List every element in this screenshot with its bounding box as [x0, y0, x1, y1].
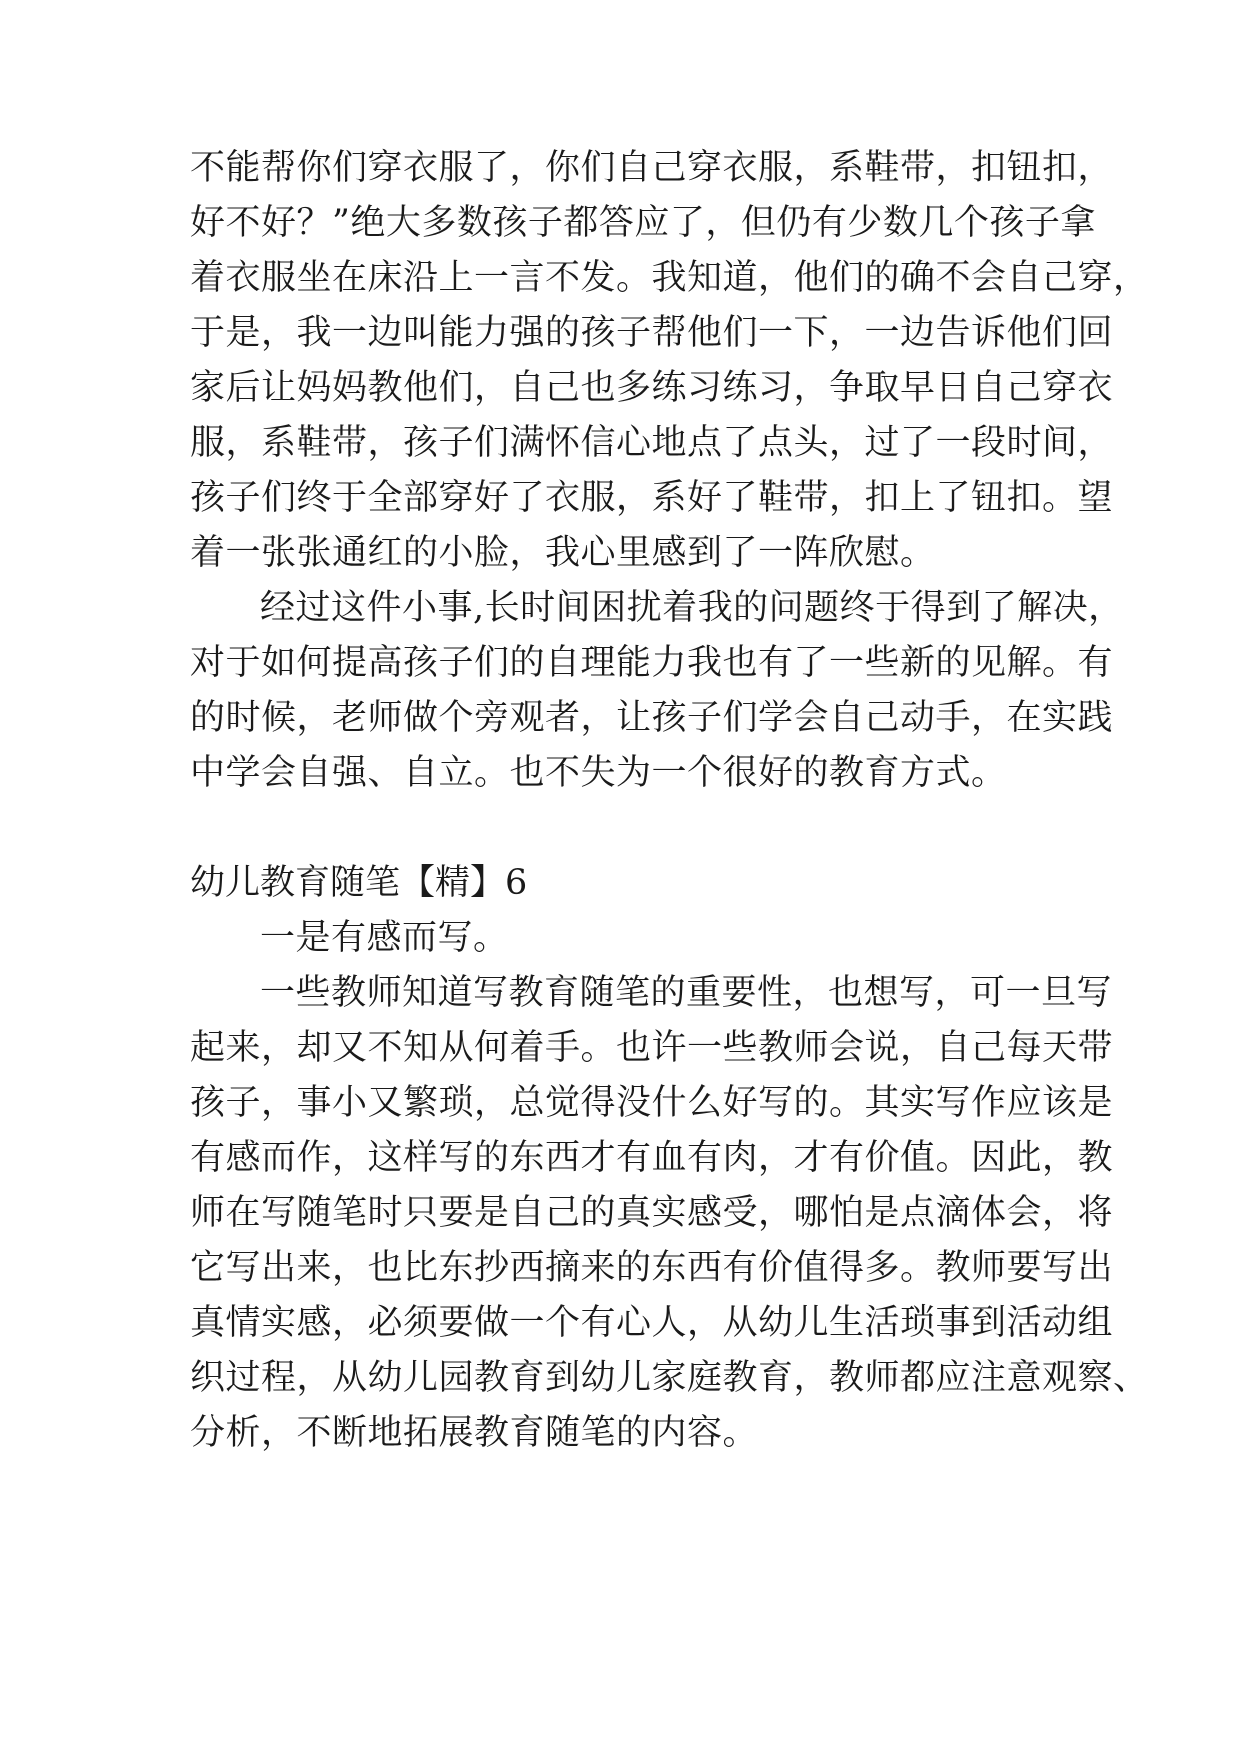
paragraph-line: 孩子，事小又繁琐，总觉得没什么好写的。其实写作应该是 [190, 1083, 1114, 1123]
paragraph-line: 织过程，从幼儿园教育到幼儿家庭教育，教师都应注意观察、 [190, 1358, 1149, 1398]
paragraph-line: 不能帮你们穿衣服了，你们自己穿衣服，系鞋带，扣钮扣， [190, 148, 1114, 188]
paragraph-line: 一是有感而写。 [260, 918, 509, 958]
paragraph-line: 有感而作，这样写的东西才有血有肉，才有价值。因此，教 [190, 1138, 1114, 1178]
paragraph-line: 的时候，老师做个旁观者，让孩子们学会自己动手，在实践 [190, 698, 1114, 738]
paragraph-line: 一些教师知道写教育随笔的重要性，也想写，可一旦写 [260, 973, 1113, 1013]
section-title: 幼儿教育随笔【精】6 [190, 863, 528, 903]
paragraph-line: 分析，不断地拓展教育随笔的内容。 [190, 1413, 759, 1453]
paragraph-line: 服，系鞋带，孩子们满怀信心地点了点头，过了一段时间， [190, 423, 1114, 463]
paragraph-line: 好不好？”绝大多数孩子都答应了，但仍有少数几个孩子拿 [190, 203, 1096, 243]
paragraph-line: 真情实感，必须要做一个有心人，从幼儿生活琐事到活动组 [190, 1303, 1114, 1343]
paragraph-line: 着一张张通红的小脸，我心里感到了一阵欣慰。 [190, 533, 936, 573]
paragraph-line: 家后让妈妈教他们，自己也多练习练习，争取早日自己穿衣 [190, 368, 1114, 408]
paragraph-line: 经过这件小事,长时间困扰着我的问题终于得到了解决， [260, 588, 1124, 628]
paragraph-line: 师在写随笔时只要是自己的真实感受，哪怕是点滴体会，将 [190, 1193, 1114, 1233]
paragraph-line: 孩子们终于全部穿好了衣服，系好了鞋带，扣上了钮扣。望 [190, 478, 1114, 518]
paragraph-line: 着衣服坐在床沿上一言不发。我知道，他们的确不会自己穿， [190, 258, 1149, 298]
paragraph-line: 中学会自强、自立。也不失为一个很好的教育方式。 [190, 753, 1007, 793]
paragraph-line: 它写出来，也比东抄西摘来的东西有价值得多。教师要写出 [190, 1248, 1114, 1288]
paragraph-line: 对于如何提高孩子们的自理能力我也有了一些新的见解。有 [190, 643, 1114, 683]
paragraph-line: 于是，我一边叫能力强的孩子帮他们一下，一边告诉他们回 [190, 313, 1114, 353]
paragraph-line: 起来，却又不知从何着手。也许一些教师会说，自己每天带 [190, 1028, 1114, 1068]
